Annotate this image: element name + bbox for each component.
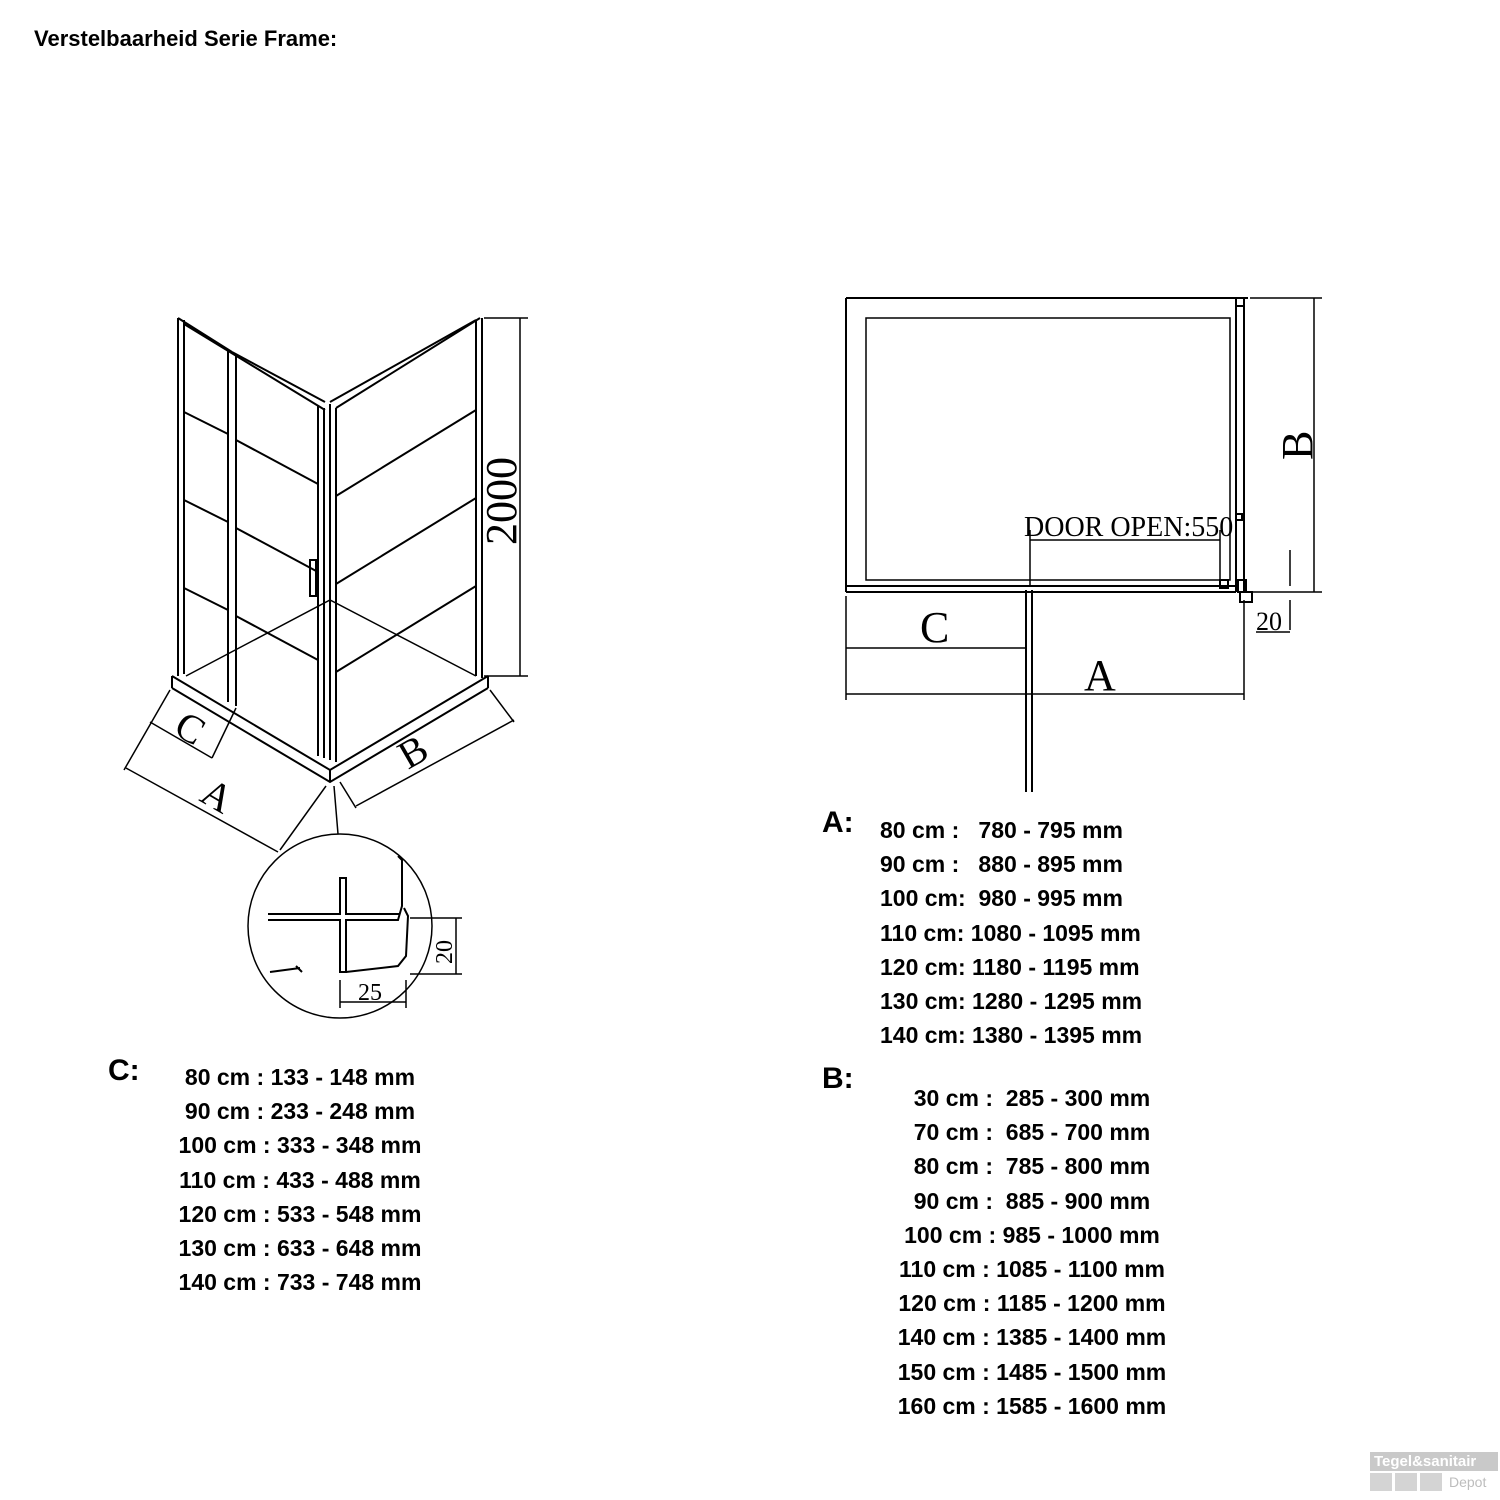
section-c-letter: C:: [108, 1054, 140, 1087]
list-item: 110 cm: 1080 - 1095 mm: [880, 919, 1141, 946]
drop-icon: [1370, 1473, 1392, 1491]
height-dimension-label: 2000: [477, 457, 526, 545]
list-item: 100 cm : 333 - 348 mm: [178, 1132, 422, 1159]
detail-dim-height: 20: [432, 940, 458, 964]
list-item: 90 cm : 233 - 248 mm: [184, 1098, 416, 1125]
tile-icon: [1395, 1473, 1417, 1491]
list-item: 80 cm : 780 - 795 mm: [880, 817, 1123, 843]
tile-icon: [1420, 1473, 1442, 1491]
section-c-list: [150, 1060, 450, 1299]
section-a-list: [880, 813, 1142, 1052]
plan-dim-20: 20: [1256, 607, 1282, 636]
list-item: 100 cm: 980 - 995 mm: [880, 885, 1123, 912]
list-item: 140 cm: 1380 - 1395 mm: [880, 1022, 1143, 1049]
list-item: 30 cm : 285 - 300 mm: [913, 1085, 1151, 1111]
iso-label-c: C: [167, 701, 214, 755]
list-item: 90 cm : 885 - 900 mm: [913, 1187, 1151, 1214]
plan-label-c: C: [920, 603, 950, 652]
list-item: 110 cm : 1085 - 1100 mm: [899, 1256, 1165, 1283]
plan-label-a: A: [1084, 651, 1116, 700]
list-item: 70 cm : 685 - 700 mm: [913, 1119, 1151, 1146]
detail-dim-width: 25: [358, 980, 382, 1006]
list-item: 100 cm : 985 - 1000 mm: [904, 1221, 1160, 1248]
list-item: 130 cm : 633 - 648 mm: [178, 1235, 422, 1262]
list-item: 150 cm : 1485 - 1500 mm: [897, 1358, 1167, 1385]
list-item: 120 cm : 1185 - 1200 mm: [898, 1290, 1166, 1317]
list-item: 140 cm : 733 - 748 mm: [178, 1269, 422, 1296]
list-item: 80 cm : 785 - 800 mm: [913, 1153, 1151, 1180]
logo-top-text: Tegel&sanitair: [1370, 1452, 1498, 1471]
plan-label-b: B: [1273, 430, 1322, 460]
iso-label-a: A: [193, 768, 242, 823]
iso-label-b: B: [390, 725, 436, 778]
list-item: 120 cm: 1180 - 1195 mm: [880, 953, 1140, 980]
page-title: Verstelbaarheid Serie Frame:: [34, 26, 338, 51]
brand-logo: [1370, 1452, 1498, 1496]
list-item: 140 cm : 1385 - 1400 mm: [897, 1324, 1167, 1351]
door-open-label: DOOR OPEN:550: [1024, 512, 1234, 543]
section-b-list: [872, 1081, 1192, 1423]
list-item: 120 cm : 533 - 548 mm: [178, 1200, 422, 1227]
logo-bottom-text: Depot: [1449, 1474, 1487, 1490]
list-item: 130 cm: 1280 - 1295 mm: [880, 988, 1143, 1015]
list-item: 90 cm : 880 - 895 mm: [880, 851, 1123, 878]
list-item: 80 cm : 133 - 148 mm: [184, 1064, 416, 1090]
section-a-letter: A:: [822, 806, 854, 839]
list-item: 160 cm : 1585 - 1600 mm: [897, 1392, 1167, 1419]
section-b-letter: B:: [822, 1062, 854, 1095]
list-item: 110 cm : 433 - 488 mm: [179, 1166, 421, 1193]
